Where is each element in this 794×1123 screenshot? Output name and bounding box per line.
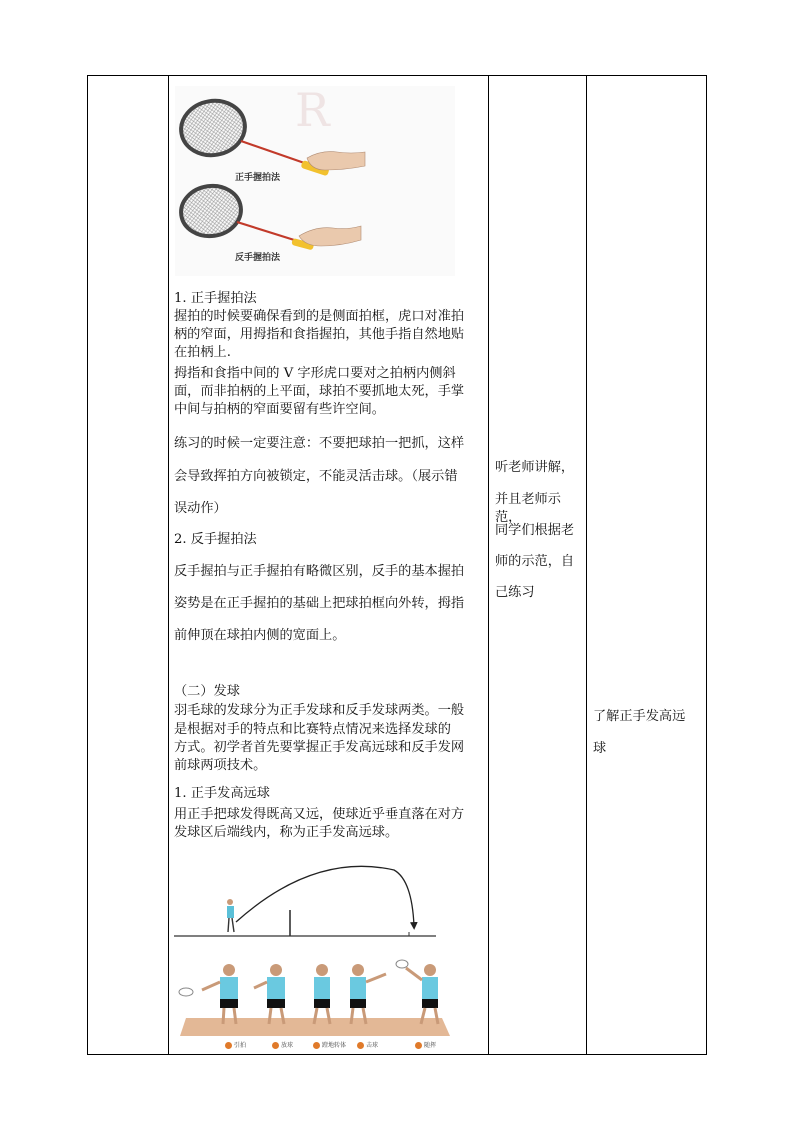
student-activity-cell — [489, 76, 586, 1054]
forehand-grip-title: 1. 正手握拍法 — [174, 291, 257, 306]
lesson-table — [87, 75, 707, 1055]
paragraph-line: 前球两项技术。 — [174, 758, 267, 773]
player-figure — [254, 964, 285, 1024]
player-figure — [396, 960, 438, 1024]
student-line: 师的示范，自 — [495, 554, 575, 569]
teaching-content-cell — [169, 76, 488, 1054]
stage-cell — [88, 76, 168, 1054]
paragraph-line: 羽毛球的发球分为正手发球和反手发球两类。一般 — [174, 703, 465, 718]
paragraph-line: 发球区后端线内，称为正手发高远球。 — [174, 825, 399, 840]
design-intent-cell — [587, 76, 707, 1054]
paragraph-line: 拇指和食指中间的 V 字形虎口要对之拍柄内侧斜 — [174, 366, 456, 381]
serve-heading: （二）发球 — [174, 684, 240, 699]
backhand-grip-caption: 反手握拍法 — [235, 253, 281, 263]
paragraph-line: 会导致挥拍方向被锁定，不能灵活击球。（展示错 — [174, 469, 458, 484]
student-line: 同学们根据老 — [495, 523, 575, 538]
serve-step-label: 随挥 — [415, 1040, 436, 1049]
serve-trajectory-diagram — [174, 852, 446, 944]
paragraph-line: 中间与拍柄的窄面要留有些许空间。 — [174, 402, 385, 417]
student-line: 己练习 — [495, 585, 535, 600]
serve-step-label: 击球 — [357, 1040, 378, 1049]
high-serve-title: 1. 正手发高远球 — [174, 786, 270, 801]
watermark: R — [295, 86, 330, 137]
paragraph-line: 在拍柄上. — [174, 345, 231, 360]
serve-sequence-illustration — [174, 958, 454, 1052]
serve-step-label: 放球 — [272, 1040, 293, 1049]
paragraph-line: 握拍的时候要确保看到的是侧面拍框，虎口对准拍 — [174, 309, 465, 324]
paragraph-line: 前伸顶在球拍内侧的宽面上。 — [174, 628, 346, 643]
serve-step-label: 引拍 — [225, 1040, 246, 1049]
grip-illustration — [175, 86, 455, 276]
paragraph-line: 用正手把球发得既高又远，使球近乎垂直落在对方 — [174, 807, 465, 822]
goal-line: 球 — [593, 741, 607, 756]
player-figure — [314, 964, 330, 1024]
player-figure — [350, 964, 386, 1024]
forehand-grip-caption: 正手握拍法 — [235, 173, 281, 183]
paragraph-line: 练习的时候一定要注意：不要把球拍一把抓，这样 — [174, 436, 465, 451]
backhand-grip-title: 2. 反手握拍法 — [174, 532, 257, 547]
paragraph-line: 方式。初学者首先要掌握正手发高远球和反手发网 — [174, 740, 465, 755]
goal-line: 了解正手发高远 — [593, 709, 686, 724]
student-line: 听老师讲解， — [495, 460, 575, 475]
paragraph-line: 面，而非拍柄的上平面，球拍不要抓地太死，手掌 — [174, 384, 465, 399]
paragraph-line: 柄的窄面，用拇指和食指握拍，其他手指自然地贴 — [174, 327, 465, 342]
paragraph-line: 反手握拍与正手握拍有略微区别，反手的基本握拍 — [174, 564, 465, 579]
student-line: 并且老师示范， — [495, 492, 561, 525]
paragraph-line: 是根据对手的特点和比赛特点情况来选择发球的 — [174, 722, 451, 737]
serve-step-label: 蹬地转体 — [313, 1040, 346, 1049]
paragraph-line: 姿势是在正手握拍的基础上把球拍框向外转，拇指 — [174, 596, 465, 611]
paragraph-line: 误动作） — [174, 501, 227, 516]
player-figure — [179, 964, 238, 1024]
